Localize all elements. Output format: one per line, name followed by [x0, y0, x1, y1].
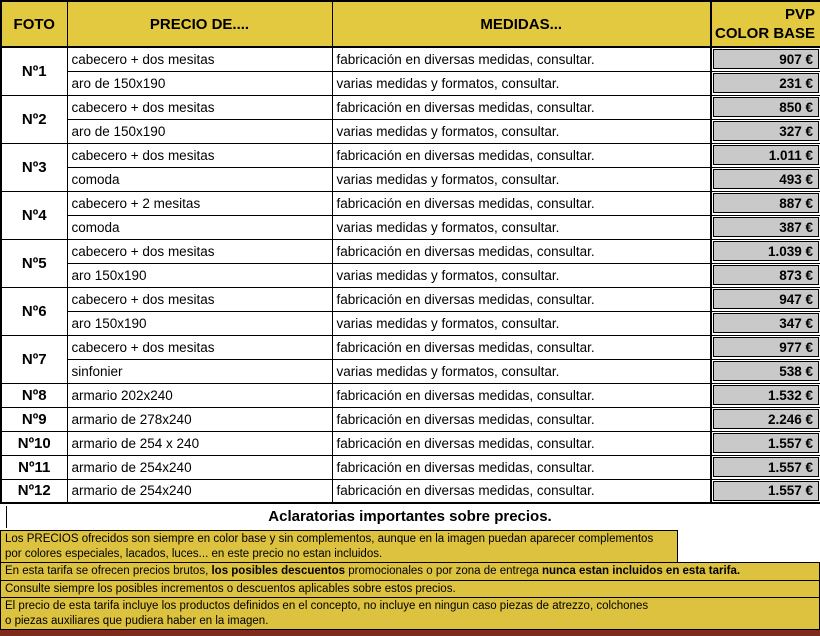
price-cell: [711, 47, 820, 71]
col-header-medidas: MEDIDAS...: [332, 1, 711, 47]
price-cell: [711, 287, 820, 311]
note-box: [0, 580, 820, 599]
foto-cell: Nº10: [1, 431, 67, 455]
foto-cell: Nº1: [1, 47, 67, 95]
note-box: [0, 562, 820, 581]
medidas-cell: varias medidas y formatos, consultar.: [332, 167, 711, 191]
note-line: por colores especiales, lacados, luces... en este precio no estan incluidos.: [5, 547, 383, 560]
price-notes: [0, 530, 820, 630]
medidas-cell: fabricación en diversas medidas, consultar.: [332, 383, 711, 407]
price-value: 907 €: [713, 49, 819, 69]
item-cell: sinfonier: [67, 359, 332, 383]
col-header-pvp: [711, 1, 820, 47]
price-value: 850 €: [713, 97, 819, 117]
table-row: [1, 239, 820, 263]
price-value: 1.011 €: [713, 145, 819, 165]
bottom-accent-bar: [0, 630, 820, 636]
price-table-body: [1, 47, 820, 503]
pvp-header-line1: PVP: [784, 5, 815, 23]
price-value: 493 €: [713, 169, 819, 189]
item-cell: aro 150x190: [67, 263, 332, 287]
price-cell: [711, 239, 820, 263]
price-value: 231 €: [713, 73, 819, 93]
price-value: 327 €: [713, 121, 819, 141]
table-row: [1, 407, 820, 431]
item-cell: aro 150x190: [67, 311, 332, 335]
price-cell: [711, 455, 820, 479]
item-cell: aro de 150x190: [67, 119, 332, 143]
medidas-cell: fabricación en diversas medidas, consultar.: [332, 455, 711, 479]
price-value: 873 €: [713, 265, 819, 285]
table-row: [1, 215, 820, 239]
item-cell: armario 202x240: [67, 383, 332, 407]
price-value: 1.039 €: [713, 241, 819, 261]
price-value: 947 €: [713, 289, 819, 309]
note-line: El precio de esta tarifa incluye los productos definidos en el concepto, no incluye en ningun caso piezas de atrezzo, colchones: [5, 600, 649, 612]
notes-section: [0, 504, 820, 636]
price-cell: [711, 143, 820, 167]
price-value: 1.557 €: [713, 433, 819, 453]
medidas-cell: fabricación en diversas medidas, consultar.: [332, 239, 711, 263]
foto-cell: Nº12: [1, 479, 67, 503]
foto-cell: Nº3: [1, 143, 67, 191]
price-cell: [711, 191, 820, 215]
price-value: 538 €: [713, 361, 819, 381]
note-line: Los PRECIOS ofrecidos son siempre en color base y sin complementos, aunque en la imagen puedan aparecer complementos: [5, 533, 654, 545]
item-cell: cabecero + dos mesitas: [67, 143, 332, 167]
table-row: [1, 479, 820, 503]
price-value: 1.557 €: [713, 481, 819, 501]
item-cell: armario de 254 x 240: [67, 431, 332, 455]
medidas-cell: fabricación en diversas medidas, consultar.: [332, 95, 711, 119]
foto-cell: Nº4: [1, 191, 67, 239]
item-cell: armario de 278x240: [67, 407, 332, 431]
note-line: o piezas auxiliares que pudiera haber en la imagen.: [5, 614, 269, 627]
notes-title: Aclaratorias importantes sobre precios.: [0, 504, 820, 530]
note-box: [0, 530, 678, 563]
item-cell: cabecero + dos mesitas: [67, 47, 332, 71]
table-row: [1, 335, 820, 359]
price-cell: [711, 71, 820, 95]
note-line: En esta tarifa se ofrecen precios brutos, los posibles descuentos promocionales o por zona de entrega nunca estan incluidos en esta tarifa.: [5, 565, 741, 577]
table-row: [1, 71, 820, 95]
header-row: [1, 1, 820, 47]
note-line: Consulte siempre los posibles incrementos o descuentos aplicables sobre estos precios.: [5, 582, 456, 595]
medidas-cell: fabricación en diversas medidas, consultar.: [332, 287, 711, 311]
price-value: 347 €: [713, 313, 819, 333]
col-header-foto: FOTO: [1, 1, 67, 47]
price-cell: [711, 311, 820, 335]
item-cell: aro de 150x190: [67, 71, 332, 95]
table-row: [1, 47, 820, 71]
foto-cell: Nº7: [1, 335, 67, 383]
medidas-cell: varias medidas y formatos, consultar.: [332, 215, 711, 239]
table-row: [1, 431, 820, 455]
foto-cell: Nº5: [1, 239, 67, 287]
medidas-cell: varias medidas y formatos, consultar.: [332, 263, 711, 287]
price-cell: [711, 215, 820, 239]
medidas-cell: fabricación en diversas medidas, consultar.: [332, 407, 711, 431]
table-row: [1, 383, 820, 407]
table-row: [1, 119, 820, 143]
medidas-cell: fabricación en diversas medidas, consultar.: [332, 191, 711, 215]
table-row: [1, 95, 820, 119]
price-cell: [711, 407, 820, 431]
price-cell: [711, 479, 820, 503]
table-row: [1, 311, 820, 335]
price-cell: [711, 431, 820, 455]
price-cell: [711, 359, 820, 383]
medidas-cell: varias medidas y formatos, consultar.: [332, 359, 711, 383]
item-cell: cabecero + dos mesitas: [67, 95, 332, 119]
price-cell: [711, 119, 820, 143]
foto-cell: Nº11: [1, 455, 67, 479]
item-cell: comoda: [67, 215, 332, 239]
table-row: [1, 191, 820, 215]
price-value: 887 €: [713, 193, 819, 213]
item-cell: cabecero + dos mesitas: [67, 287, 332, 311]
price-value: 2.246 €: [713, 409, 819, 429]
item-cell: cabecero + dos mesitas: [67, 239, 332, 263]
price-cell: [711, 383, 820, 407]
foto-cell: Nº9: [1, 407, 67, 431]
medidas-cell: varias medidas y formatos, consultar.: [332, 119, 711, 143]
table-row: [1, 287, 820, 311]
price-value: 1.532 €: [713, 385, 819, 405]
price-cell: [711, 95, 820, 119]
medidas-cell: varias medidas y formatos, consultar.: [332, 71, 711, 95]
col-header-precio: PRECIO DE....: [67, 1, 332, 47]
table-row: [1, 263, 820, 287]
item-cell: cabecero + dos mesitas: [67, 335, 332, 359]
pvp-header-line2: COLOR BASE: [714, 25, 815, 42]
foto-cell: Nº2: [1, 95, 67, 143]
border-artifact: [6, 506, 7, 528]
medidas-cell: fabricación en diversas medidas, consultar.: [332, 431, 711, 455]
medidas-cell: fabricación en diversas medidas, consultar.: [332, 335, 711, 359]
note-box: [0, 597, 820, 630]
item-cell: armario de 254x240: [67, 455, 332, 479]
foto-cell: Nº8: [1, 383, 67, 407]
item-cell: armario de 254x240: [67, 479, 332, 503]
foto-cell: Nº6: [1, 287, 67, 335]
table-row: [1, 167, 820, 191]
item-cell: comoda: [67, 167, 332, 191]
medidas-cell: fabricación en diversas medidas, consultar.: [332, 143, 711, 167]
medidas-cell: fabricación en diversas medidas, consultar.: [332, 47, 711, 71]
medidas-cell: fabricación en diversas medidas, consultar.: [332, 479, 711, 503]
price-cell: [711, 263, 820, 287]
table-row: [1, 359, 820, 383]
table-row: [1, 455, 820, 479]
medidas-cell: varias medidas y formatos, consultar.: [332, 311, 711, 335]
item-cell: cabecero + 2 mesitas: [67, 191, 332, 215]
price-value: 1.557 €: [713, 457, 819, 477]
price-value: 387 €: [713, 217, 819, 237]
price-cell: [711, 167, 820, 191]
price-cell: [711, 335, 820, 359]
price-value: 977 €: [713, 337, 819, 357]
table-row: [1, 143, 820, 167]
